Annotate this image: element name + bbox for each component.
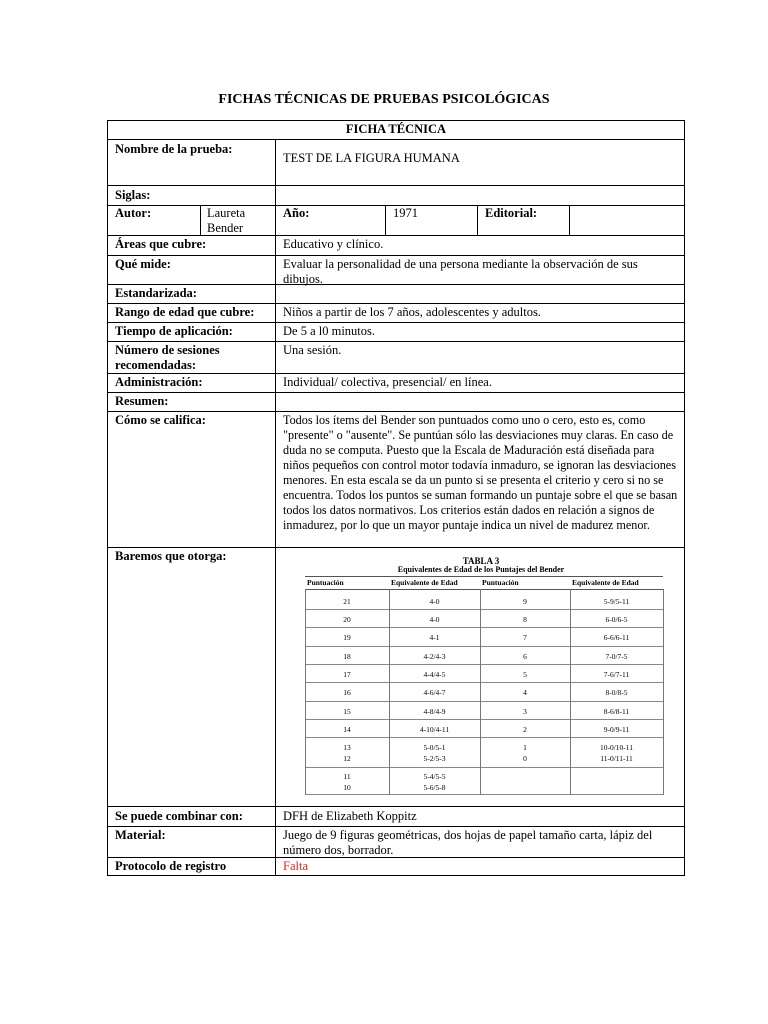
- baremos-row-rule: [305, 701, 663, 702]
- baremos-cell: 4-1: [429, 633, 440, 642]
- baremos-cell: 8-6/8-11: [603, 707, 630, 716]
- baremos-cell: 16: [343, 688, 351, 697]
- value-rango: Niños a partir de los 7 años, adolescentes y adultos.: [283, 305, 541, 319]
- baremos-cell: 17: [343, 670, 351, 679]
- column-divider: [569, 205, 570, 235]
- label-sesiones-line1: Número de sesiones: [115, 343, 220, 357]
- row-divider: [108, 235, 684, 236]
- value-anio: 1971: [393, 206, 418, 220]
- baremos-column-rule: [663, 589, 664, 795]
- baremos-row-rule: [305, 737, 663, 738]
- baremos-cell: 2: [523, 725, 527, 734]
- value-material: Juego de 9 figuras geométricas, dos hojas de papel tamaño carta, lápiz del número dos, borrador.: [283, 828, 653, 857]
- document-title: FICHAS TÉCNICAS DE PRUEBAS PSICOLÓGICAS: [218, 92, 550, 107]
- baremos-cell: 7-6/7-11: [603, 670, 630, 679]
- baremos-cell: 8-0/8-5: [605, 688, 628, 697]
- baremos-cell: 15: [343, 707, 351, 716]
- value-mide: Evaluar la personalidad de una persona mediante la observación de sus dibujos.: [283, 257, 638, 286]
- baremos-cell: 4-0: [429, 615, 440, 624]
- label-rango: Rango de edad que cubre:: [115, 305, 255, 319]
- value-autor-line1: Laureta: [207, 206, 246, 220]
- baremos-row-rule: [305, 794, 663, 795]
- row-divider: [108, 341, 684, 342]
- value-tiempo: De 5 a l0 minutos.: [283, 324, 376, 338]
- row-divider: [108, 826, 684, 827]
- value-califica: Todos los ítems del Bender son puntuados como uno o cero, esto es, como "presente" o "ausente". Se puntúan sólo las desviaciones muy claras. En caso de duda no se computa. Puesto que la Escala de Maduración está diseñada para niños pequeños con control motor todavía inmaduro, se ignoran las desviaciones menores. En esta escala se da un punto si se presenta el criterio y cero si no se encuentra. Todos los puntos se suman formando un puntaje sobre el que se basan todos los datos normativos. Los criterios están dados en relación a signos de inmadurez, por lo que un mayor puntaje indica un nivel de madurez menor.: [283, 413, 678, 532]
- label-siglas: Siglas:: [115, 188, 151, 202]
- row-divider: [108, 139, 684, 140]
- baremos-cell: 0: [523, 754, 527, 763]
- baremos-cell: 5-9/5-11: [603, 597, 630, 606]
- baremos-cell: 5-0/5-1: [423, 743, 446, 752]
- column-divider: [385, 205, 386, 235]
- column-divider: [200, 205, 201, 235]
- baremos-cell: 4-4/4-5: [423, 670, 446, 679]
- value-combinar: DFH de Elizabeth Koppitz: [283, 809, 417, 823]
- baremos-table-title: TABLA 3: [462, 556, 500, 566]
- baremos-cell: 4-8/4-9: [423, 707, 446, 716]
- baremos-cell: 5-6/5-8: [423, 783, 446, 792]
- baremos-header-cell: Equivalente de Edad: [391, 578, 458, 587]
- baremos-cell: 14: [343, 725, 351, 734]
- baremos-cell: 8: [523, 615, 527, 624]
- baremos-table-subtitle: Equivalentes de Edad de los Puntajes del Bender: [397, 565, 565, 574]
- baremos-cell: 7-0/7-5: [605, 652, 628, 661]
- ficha-header: FICHA TÉCNICA: [345, 122, 447, 136]
- baremos-row-rule: [305, 719, 663, 720]
- value-nombre: TEST DE LA FIGURA HUMANA: [283, 151, 460, 165]
- baremos-cell: 3: [523, 707, 527, 716]
- value-sesiones: Una sesión.: [283, 343, 342, 357]
- label-editorial: Editorial:: [485, 206, 538, 220]
- row-divider: [108, 255, 684, 256]
- row-divider: [108, 322, 684, 323]
- value-administracion: Individual/ colectiva, presencial/ en línea.: [283, 375, 492, 389]
- label-estandarizada: Estandarizada:: [115, 286, 197, 300]
- label-sesiones-line2: recomendadas:: [115, 358, 197, 372]
- baremos-table-rule: [305, 589, 663, 590]
- label-anio: Año:: [283, 206, 310, 220]
- label-protocolo: Protocolo de registro: [115, 859, 227, 873]
- row-divider: [108, 373, 684, 374]
- label-nombre: Nombre de la prueba:: [115, 142, 233, 156]
- baremos-cell: 9: [523, 597, 527, 606]
- label-administracion: Administración:: [115, 375, 203, 389]
- column-divider: [477, 205, 478, 235]
- baremos-cell: 1: [523, 743, 527, 752]
- label-areas: Áreas que cubre:: [115, 237, 207, 251]
- baremos-cell: 18: [343, 652, 351, 661]
- baremos-header-cell: Puntuación: [307, 578, 344, 587]
- baremos-cell: 12: [343, 754, 351, 763]
- baremos-cell: 4-0: [429, 597, 440, 606]
- label-combinar: Se puede combinar con:: [115, 809, 243, 823]
- baremos-table-rule: [305, 576, 663, 577]
- baremos-cell: 6-6/6-11: [603, 633, 630, 642]
- baremos-header-cell: Puntuación: [482, 578, 519, 587]
- baremos-column-rule: [389, 589, 390, 795]
- baremos-row-rule: [305, 682, 663, 683]
- value-autor-line2: Bender: [207, 221, 244, 235]
- baremos-cell: 7: [523, 633, 527, 642]
- baremos-cell: 5: [523, 670, 527, 679]
- baremos-cell: 19: [343, 633, 351, 642]
- baremos-cell: 4: [523, 688, 527, 697]
- baremos-cell: 13: [343, 743, 351, 752]
- baremos-cell: 11-0/11-11: [600, 754, 633, 763]
- label-resumen: Resumen:: [115, 394, 169, 408]
- row-divider: [108, 185, 684, 186]
- row-divider: [108, 806, 684, 807]
- baremos-cell: 5-4/5-5: [423, 772, 446, 781]
- baremos-column-rule: [570, 589, 571, 795]
- label-material: Material:: [115, 828, 166, 842]
- baremos-cell: 6: [523, 652, 527, 661]
- baremos-row-rule: [305, 627, 663, 628]
- baremos-row-rule: [305, 646, 663, 647]
- column-divider: [275, 139, 276, 875]
- row-divider: [108, 547, 684, 548]
- baremos-cell: 4-10/4-11: [419, 725, 450, 734]
- baremos-column-rule: [480, 589, 481, 795]
- baremos-cell: 5-2/5-3: [423, 754, 446, 763]
- label-mide: Qué mide:: [115, 257, 171, 271]
- baremos-cell: 21: [343, 597, 351, 606]
- baremos-row-rule: [305, 664, 663, 665]
- label-califica: Cómo se califica:: [115, 413, 206, 427]
- baremos-header-cell: Equivalente de Edad: [572, 578, 639, 587]
- baremos-table-image: [291, 550, 671, 803]
- row-divider: [108, 303, 684, 304]
- label-autor: Autor:: [115, 206, 152, 220]
- baremos-cell: 10-0/10-11: [599, 743, 634, 752]
- baremos-row-rule: [305, 609, 663, 610]
- baremos-column-rule: [305, 589, 306, 795]
- baremos-cell: 4-2/4-3: [423, 652, 446, 661]
- row-divider: [108, 392, 684, 393]
- label-tiempo: Tiempo de aplicación:: [115, 324, 233, 338]
- baremos-cell: 20: [343, 615, 351, 624]
- baremos-row-rule: [305, 767, 663, 768]
- baremos-cell: 4-6/4-7: [423, 688, 446, 697]
- baremos-cell: 9-0/9-11: [603, 725, 630, 734]
- baremos-cell: 6-0/6-5: [605, 615, 628, 624]
- value-areas: Educativo y clínico.: [283, 237, 384, 251]
- label-baremos: Baremos que otorga:: [115, 549, 227, 563]
- baremos-cell: 11: [343, 772, 351, 781]
- row-divider: [108, 411, 684, 412]
- baremos-cell: 10: [343, 783, 351, 792]
- value-protocolo: Falta: [283, 859, 308, 873]
